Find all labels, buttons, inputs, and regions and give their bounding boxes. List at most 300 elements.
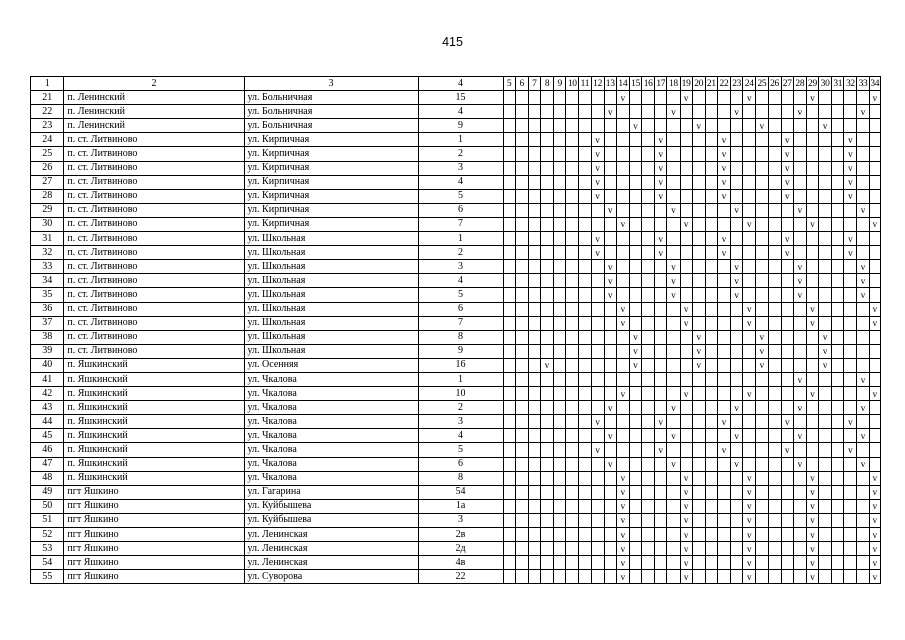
schedule-mark: v [743, 556, 756, 570]
day-cell [554, 260, 566, 274]
day-cell [731, 387, 743, 401]
day-cell [806, 119, 818, 133]
day-cell [655, 217, 667, 231]
day-cell [717, 358, 730, 372]
day-cell [667, 147, 680, 161]
day-cell [604, 330, 616, 344]
day-cell [819, 203, 832, 217]
day-cell [566, 316, 579, 330]
day-cell [515, 274, 528, 288]
day-cell [768, 485, 781, 499]
day-cell [857, 471, 869, 485]
day-cell [503, 358, 515, 372]
day-cell [629, 429, 641, 443]
day-cell [503, 344, 515, 358]
day-cell [832, 217, 844, 231]
day-cell [616, 330, 629, 344]
day-cell [756, 105, 768, 119]
day-cell [528, 105, 540, 119]
day-cell [743, 105, 756, 119]
day-cell [806, 372, 818, 386]
day-cell [869, 260, 880, 274]
day-cell [819, 513, 832, 527]
day-cell [832, 232, 844, 246]
schedule-mark: v [616, 542, 629, 556]
day-cell [515, 570, 528, 584]
day-cell [844, 542, 857, 556]
day-cell [756, 288, 768, 302]
day-cell [857, 133, 869, 147]
day-cell [667, 302, 680, 316]
schedule-mark: v [781, 175, 793, 189]
day-cell [819, 316, 832, 330]
day-cell [642, 203, 655, 217]
day-cell [515, 175, 528, 189]
day-cell [869, 119, 880, 133]
day-cell [857, 387, 869, 401]
day-cell [655, 203, 667, 217]
day-cell [768, 105, 781, 119]
day-cell [768, 232, 781, 246]
settlement-cell: пгт Яшкино [64, 542, 244, 556]
day-cell [756, 274, 768, 288]
schedule-mark: v [667, 274, 680, 288]
table-row [31, 203, 881, 217]
day-cell [857, 91, 869, 105]
day-cell [579, 330, 591, 344]
day-cell [768, 119, 781, 133]
schedule-mark: v [781, 443, 793, 457]
day-cell [832, 161, 844, 175]
day-cell [629, 288, 641, 302]
day-cell [629, 542, 641, 556]
day-cell [591, 330, 604, 344]
street-cell: ул. Чкалова [244, 429, 418, 443]
day-cell [528, 443, 540, 457]
day-cell [781, 485, 793, 499]
day-cell [692, 217, 705, 231]
day-cell [768, 372, 781, 386]
house-number-cell: 7 [418, 217, 503, 231]
day-cell [528, 344, 540, 358]
schedule-mark: v [667, 105, 680, 119]
day-cell [540, 429, 553, 443]
day-cell [667, 485, 680, 499]
day-cell [566, 91, 579, 105]
day-cell [591, 485, 604, 499]
day-cell [579, 260, 591, 274]
day-cell [692, 175, 705, 189]
day-cell [540, 528, 553, 542]
column-header: 5 [503, 77, 515, 91]
day-cell [756, 147, 768, 161]
house-number-cell: 5 [418, 443, 503, 457]
house-number-cell: 8 [418, 330, 503, 344]
schedule-mark: v [806, 387, 818, 401]
house-number-cell: 2 [418, 246, 503, 260]
schedule-mark: v [616, 471, 629, 485]
table-row [31, 260, 881, 274]
day-cell [667, 542, 680, 556]
street-cell: ул. Кирпичная [244, 203, 418, 217]
settlement-cell: п. ст. Литвиново [64, 175, 244, 189]
day-cell [731, 232, 743, 246]
day-cell [756, 91, 768, 105]
day-cell [832, 372, 844, 386]
day-cell [806, 105, 818, 119]
day-cell [515, 260, 528, 274]
day-cell [793, 119, 806, 133]
day-cell [857, 556, 869, 570]
day-cell [566, 344, 579, 358]
day-cell [692, 133, 705, 147]
day-cell [629, 232, 641, 246]
day-cell [515, 147, 528, 161]
day-cell [566, 415, 579, 429]
schedule-mark: v [869, 570, 880, 584]
schedule-mark: v [616, 302, 629, 316]
day-cell [540, 260, 553, 274]
settlement-cell: пгт Яшкино [64, 513, 244, 527]
day-cell [503, 260, 515, 274]
day-cell [554, 443, 566, 457]
schedule-mark: v [604, 401, 616, 415]
schedule-mark: v [844, 189, 857, 203]
day-cell [655, 316, 667, 330]
schedule-mark: v [731, 429, 743, 443]
day-cell [717, 570, 730, 584]
day-cell [540, 513, 553, 527]
day-cell [692, 485, 705, 499]
schedule-mark: v [655, 175, 667, 189]
house-number-cell: 4в [418, 556, 503, 570]
day-cell [705, 161, 717, 175]
day-cell [655, 556, 667, 570]
day-cell [616, 344, 629, 358]
day-cell [857, 528, 869, 542]
day-cell [629, 133, 641, 147]
day-cell [743, 330, 756, 344]
day-cell [503, 147, 515, 161]
day-cell [540, 415, 553, 429]
day-cell [743, 401, 756, 415]
column-header: 29 [806, 77, 818, 91]
day-cell [554, 471, 566, 485]
day-cell [857, 499, 869, 513]
day-cell [554, 217, 566, 231]
schedule-mark: v [869, 302, 880, 316]
day-cell [604, 513, 616, 527]
day-cell [579, 570, 591, 584]
settlement-cell: п. Яшкинский [64, 401, 244, 415]
column-header: 11 [579, 77, 591, 91]
schedule-mark: v [756, 358, 768, 372]
day-cell [579, 246, 591, 260]
day-cell [616, 147, 629, 161]
column-header: 9 [554, 77, 566, 91]
day-cell [515, 91, 528, 105]
day-cell [692, 316, 705, 330]
day-cell [756, 175, 768, 189]
schedule-mark: v [616, 528, 629, 542]
settlement-cell: п. ст. Литвиново [64, 274, 244, 288]
day-cell [705, 288, 717, 302]
day-cell [857, 542, 869, 556]
day-cell [655, 401, 667, 415]
day-cell [503, 246, 515, 260]
day-cell [857, 415, 869, 429]
day-cell [566, 161, 579, 175]
street-cell: ул. Куйбышева [244, 513, 418, 527]
day-cell [655, 302, 667, 316]
day-cell [566, 203, 579, 217]
table-row [31, 147, 881, 161]
schedule-mark: v [680, 471, 692, 485]
day-cell [731, 133, 743, 147]
day-cell [629, 302, 641, 316]
day-cell [515, 105, 528, 119]
schedule-mark: v [869, 91, 880, 105]
day-cell [629, 513, 641, 527]
day-cell [705, 499, 717, 513]
day-cell [540, 274, 553, 288]
day-cell [844, 570, 857, 584]
day-cell [717, 485, 730, 499]
day-cell [832, 358, 844, 372]
day-cell [692, 429, 705, 443]
day-cell [579, 302, 591, 316]
day-cell [768, 499, 781, 513]
day-cell [629, 91, 641, 105]
schedule-mark: v [667, 429, 680, 443]
day-cell [528, 471, 540, 485]
table-row [31, 344, 881, 358]
street-cell: ул. Чкалова [244, 471, 418, 485]
day-cell [515, 429, 528, 443]
day-cell [768, 415, 781, 429]
day-cell [844, 457, 857, 471]
day-cell [566, 513, 579, 527]
schedule-mark: v [604, 203, 616, 217]
day-cell [692, 542, 705, 556]
day-cell [705, 429, 717, 443]
day-cell [806, 415, 818, 429]
day-cell [566, 232, 579, 246]
schedule-mark: v [793, 105, 806, 119]
schedule-mark: v [731, 260, 743, 274]
schedule-mark: v [857, 260, 869, 274]
day-cell [756, 570, 768, 584]
day-cell [528, 91, 540, 105]
schedule-mark: v [591, 415, 604, 429]
day-cell [579, 274, 591, 288]
day-cell [768, 302, 781, 316]
day-cell [566, 189, 579, 203]
day-cell [680, 260, 692, 274]
day-cell [717, 217, 730, 231]
day-cell [604, 246, 616, 260]
day-cell [756, 217, 768, 231]
day-cell [793, 161, 806, 175]
day-cell [793, 316, 806, 330]
day-cell [604, 344, 616, 358]
day-cell [692, 274, 705, 288]
day-cell [554, 358, 566, 372]
day-cell [756, 542, 768, 556]
schedule-mark: v [616, 316, 629, 330]
day-cell [680, 119, 692, 133]
day-cell [566, 274, 579, 288]
row-number: 55 [31, 570, 64, 584]
day-cell [515, 203, 528, 217]
schedule-mark: v [857, 457, 869, 471]
settlement-cell: п. Яшкинский [64, 372, 244, 386]
schedule-mark: v [655, 246, 667, 260]
settlement-cell: пгт Яшкино [64, 556, 244, 570]
day-cell [717, 203, 730, 217]
schedule-mark: v [680, 387, 692, 401]
day-cell [731, 471, 743, 485]
day-cell [756, 443, 768, 457]
day-cell [554, 302, 566, 316]
day-cell [566, 246, 579, 260]
house-number-cell: 16 [418, 358, 503, 372]
day-cell [756, 260, 768, 274]
day-cell [743, 232, 756, 246]
day-cell [717, 556, 730, 570]
day-cell [579, 217, 591, 231]
day-cell [554, 528, 566, 542]
day-cell [768, 330, 781, 344]
day-cell [591, 542, 604, 556]
day-cell [515, 217, 528, 231]
settlement-cell: п. ст. Литвиново [64, 203, 244, 217]
day-cell [692, 189, 705, 203]
settlement-cell: п. ст. Литвиново [64, 260, 244, 274]
house-number-cell: 8 [418, 471, 503, 485]
day-cell [793, 232, 806, 246]
day-cell [554, 457, 566, 471]
settlement-cell: п. ст. Литвиново [64, 302, 244, 316]
column-header: 7 [528, 77, 540, 91]
day-cell [667, 161, 680, 175]
schedule-mark: v [655, 189, 667, 203]
day-cell [616, 189, 629, 203]
day-cell [819, 260, 832, 274]
schedule-mark: v [616, 556, 629, 570]
street-cell: ул. Школьная [244, 330, 418, 344]
day-cell [781, 387, 793, 401]
day-cell [756, 471, 768, 485]
schedule-mark: v [743, 485, 756, 499]
day-cell [616, 429, 629, 443]
day-cell [793, 556, 806, 570]
day-cell [503, 570, 515, 584]
day-cell [540, 105, 553, 119]
day-cell [540, 288, 553, 302]
column-header: 18 [667, 77, 680, 91]
day-cell [844, 288, 857, 302]
day-cell [642, 260, 655, 274]
day-cell [655, 528, 667, 542]
day-cell [806, 457, 818, 471]
day-cell [642, 528, 655, 542]
day-cell [528, 316, 540, 330]
day-cell [579, 175, 591, 189]
day-cell [629, 485, 641, 499]
day-cell [515, 232, 528, 246]
day-cell [806, 133, 818, 147]
schedule-mark: v [869, 513, 880, 527]
day-cell [705, 528, 717, 542]
day-cell [857, 161, 869, 175]
day-cell [768, 189, 781, 203]
day-cell [756, 203, 768, 217]
day-cell [869, 443, 880, 457]
day-cell [515, 246, 528, 260]
day-cell [591, 556, 604, 570]
day-cell [540, 161, 553, 175]
day-cell [604, 542, 616, 556]
day-cell [515, 344, 528, 358]
day-cell [528, 260, 540, 274]
day-cell [554, 387, 566, 401]
table-row [31, 175, 881, 189]
day-cell [515, 556, 528, 570]
schedule-mark: v [629, 344, 641, 358]
day-cell [705, 443, 717, 457]
house-number-cell: 2 [418, 401, 503, 415]
day-cell [604, 302, 616, 316]
day-cell [667, 316, 680, 330]
day-cell [768, 570, 781, 584]
street-cell: ул. Школьная [244, 344, 418, 358]
day-cell [793, 133, 806, 147]
day-cell [869, 203, 880, 217]
day-cell [616, 274, 629, 288]
day-cell [579, 203, 591, 217]
day-cell [793, 189, 806, 203]
schedule-mark: v [731, 105, 743, 119]
day-cell [781, 429, 793, 443]
street-cell: ул. Школьная [244, 302, 418, 316]
column-header: 3 [244, 77, 418, 91]
day-cell [579, 499, 591, 513]
day-cell [844, 274, 857, 288]
day-cell [604, 316, 616, 330]
day-cell [566, 471, 579, 485]
day-cell [503, 232, 515, 246]
house-number-cell: 1 [418, 133, 503, 147]
day-cell [642, 471, 655, 485]
day-cell [781, 316, 793, 330]
day-cell [705, 316, 717, 330]
schedule-mark: v [857, 401, 869, 415]
day-cell [629, 246, 641, 260]
schedule-mark: v [781, 161, 793, 175]
day-cell [717, 105, 730, 119]
day-cell [503, 302, 515, 316]
settlement-cell: п. ст. Литвиново [64, 344, 244, 358]
day-cell [503, 513, 515, 527]
street-cell: ул. Больничная [244, 91, 418, 105]
table-row [31, 372, 881, 386]
house-number-cell: 54 [418, 485, 503, 499]
day-cell [692, 387, 705, 401]
schedule-mark: v [869, 471, 880, 485]
day-cell [781, 528, 793, 542]
row-number: 26 [31, 161, 64, 175]
